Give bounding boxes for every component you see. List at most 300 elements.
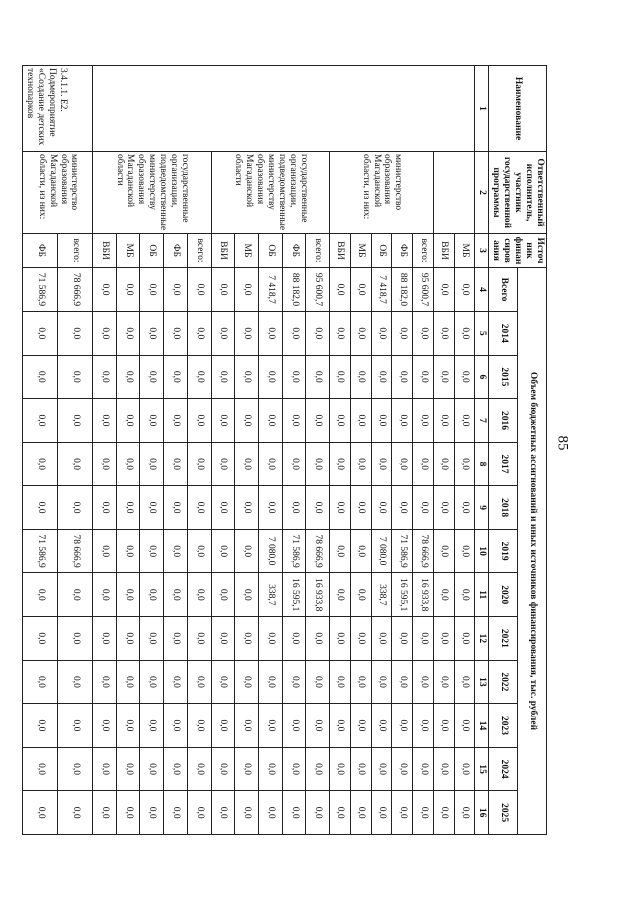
year-value-cell: 0,0 [187,442,211,486]
year-value-cell: 0,0 [371,312,392,356]
year-value-cell: 0,0 [259,704,283,748]
source-cell: МБ [454,234,475,268]
year-value-cell: 0,0 [306,442,330,486]
year-value-cell: 0,0 [164,791,188,835]
year-value-cell: 0,0 [433,529,454,573]
year-value-cell: 0,0 [58,660,93,704]
year-value-cell: 0,0 [392,617,413,661]
year-value-cell: 0,0 [306,486,330,530]
source-cell: ВБИ [330,234,351,268]
year-value-cell: 0,0 [330,442,351,486]
year-value-cell: 0,0 [392,704,413,748]
year-value-cell: 0,0 [433,399,454,443]
source-cell: ОБ [140,234,164,268]
year-value-cell: 0,0 [93,529,117,573]
year-value-cell: 338,7 [371,573,392,617]
year-value-cell: 0,0 [211,486,235,530]
year-value-cell: 0,0 [235,791,259,835]
year-value-cell: 0,0 [350,617,371,661]
year-value-cell: 0,0 [350,660,371,704]
year-value-cell: 0,0 [58,442,93,486]
year-value-cell: 0,0 [454,399,475,443]
year-value-cell: 0,0 [140,704,164,748]
year-value-cell: 0,0 [164,660,188,704]
header-year: 2018 [489,486,518,530]
year-value-cell: 0,0 [433,747,454,791]
table-row [187,66,211,835]
year-value-cell: 0,0 [413,486,434,530]
year-value-cell: 0,0 [392,355,413,399]
year-value-cell: 0,0 [330,747,351,791]
year-value-cell: 0,0 [187,747,211,791]
header-year: 2019 [489,529,518,573]
year-value-cell: 0,0 [93,617,117,661]
source-cell: МБ [350,234,371,268]
total-cell: 0,0 [164,268,188,312]
source-cell: всего: [58,234,93,268]
year-value-cell: 0,0 [23,704,58,748]
year-value-cell: 0,0 [413,312,434,356]
header-year: 2024 [489,747,518,791]
year-value-cell: 0,0 [116,529,140,573]
year-value-cell: 0,0 [235,573,259,617]
year-value-cell: 0,0 [211,442,235,486]
year-value-cell: 0,0 [433,442,454,486]
year-value-cell: 0,0 [306,617,330,661]
year-value-cell: 0,0 [93,573,117,617]
year-value-cell: 0,0 [116,617,140,661]
year-value-cell: 0,0 [259,399,283,443]
year-value-cell: 0,0 [330,529,351,573]
year-value-cell: 0,0 [116,791,140,835]
year-value-cell: 0,0 [140,573,164,617]
year-value-cell: 0,0 [306,660,330,704]
total-cell: 95 600,7 [306,268,330,312]
year-value-cell: 7 080,0 [259,529,283,573]
column-number: 15 [475,747,489,791]
header-year: 2023 [489,704,518,748]
year-value-cell: 0,0 [58,399,93,443]
year-value-cell: 16 595,1 [282,573,306,617]
year-value-cell: 16 933,8 [306,573,330,617]
year-value-cell: 0,0 [187,617,211,661]
year-value-cell: 0,0 [235,529,259,573]
year-value-cell: 0,0 [413,442,434,486]
year-value-cell: 0,0 [140,486,164,530]
year-value-cell: 0,0 [93,486,117,530]
column-number: 10 [475,529,489,573]
year-value-cell: 0,0 [454,573,475,617]
year-value-cell: 0,0 [282,399,306,443]
year-value-cell: 0,0 [259,355,283,399]
source-cell: ФБ [282,234,306,268]
year-value-cell: 0,0 [164,312,188,356]
year-value-cell: 0,0 [259,791,283,835]
year-value-cell: 16 595,1 [392,573,413,617]
year-value-cell: 0,0 [282,312,306,356]
year-value-cell: 0,0 [23,442,58,486]
year-value-cell: 0,0 [164,747,188,791]
year-value-cell: 0,0 [93,704,117,748]
year-value-cell: 0,0 [235,442,259,486]
year-value-cell: 0,0 [211,312,235,356]
year-value-cell: 0,0 [330,399,351,443]
year-value-cell: 0,0 [350,791,371,835]
year-value-cell: 0,0 [433,617,454,661]
year-value-cell: 0,0 [371,791,392,835]
year-value-cell: 0,0 [371,486,392,530]
total-cell: 0,0 [350,268,371,312]
year-value-cell: 0,0 [164,399,188,443]
total-cell: 95 600,7 [413,268,434,312]
year-value-cell: 0,0 [187,791,211,835]
year-value-cell: 0,0 [116,486,140,530]
year-value-cell: 0,0 [282,355,306,399]
header-year: 2025 [489,791,518,835]
year-value-cell: 0,0 [454,660,475,704]
year-value-cell: 0,0 [187,704,211,748]
column-number: 8 [475,442,489,486]
year-value-cell: 0,0 [454,486,475,530]
year-value-cell: 0,0 [259,486,283,530]
year-value-cell: 0,0 [23,617,58,661]
header-year: 2015 [489,355,518,399]
total-cell: 88 182,0 [282,268,306,312]
year-value-cell: 0,0 [164,486,188,530]
header-responsible: Ответственный исполнитель, участник государственной программы [489,152,547,234]
year-value-cell: 0,0 [140,660,164,704]
column-number-row [475,66,489,835]
year-value-cell: 0,0 [187,529,211,573]
year-value-cell: 0,0 [235,486,259,530]
year-value-cell: 0,0 [23,355,58,399]
year-value-cell: 0,0 [164,704,188,748]
total-cell: 0,0 [140,268,164,312]
source-cell: МБ [235,234,259,268]
year-value-cell: 0,0 [259,747,283,791]
total-cell: 0,0 [187,268,211,312]
year-value-cell: 0,0 [187,312,211,356]
year-value-cell: 0,0 [23,486,58,530]
year-value-cell: 0,0 [116,660,140,704]
year-value-cell: 0,0 [433,704,454,748]
column-number: 3 [475,234,489,268]
year-value-cell: 0,0 [433,660,454,704]
year-value-cell: 0,0 [330,312,351,356]
year-value-cell: 0,0 [454,791,475,835]
header-year: 2022 [489,660,518,704]
year-value-cell: 0,0 [306,399,330,443]
column-number: 9 [475,486,489,530]
total-cell: 0,0 [454,268,475,312]
year-value-cell: 78 666,9 [413,529,434,573]
event-name-cell: 3.4.1.1. Е2. Подмероприятие «Создание детских технопарков [23,66,93,152]
year-value-cell: 78 666,9 [58,529,93,573]
year-value-cell: 338,7 [259,573,283,617]
year-value-cell: 0,0 [392,486,413,530]
year-value-cell: 0,0 [116,747,140,791]
year-value-cell: 0,0 [116,399,140,443]
year-value-cell: 0,0 [392,442,413,486]
responsible-cell: государственные организации, подведомственные министерству образования Магаданской области [93,152,212,234]
year-value-cell: 0,0 [187,486,211,530]
year-value-cell: 0,0 [93,660,117,704]
total-cell: 7 418,7 [259,268,283,312]
table-row [58,66,93,835]
year-value-cell: 0,0 [350,399,371,443]
event-name-cell [93,66,475,152]
year-value-cell: 0,0 [211,399,235,443]
year-value-cell: 0,0 [211,791,235,835]
responsible-cell: государственные организации, подведомственные министерству образования Магаданской области [211,152,330,234]
source-cell: всего: [306,234,330,268]
year-value-cell: 0,0 [413,704,434,748]
header-row [518,66,547,835]
year-value-cell: 0,0 [433,573,454,617]
year-value-cell: 0,0 [350,704,371,748]
year-value-cell: 0,0 [350,529,371,573]
source-cell: всего: [413,234,434,268]
year-value-cell: 0,0 [259,660,283,704]
year-value-cell: 0,0 [116,704,140,748]
column-number: 1 [475,66,489,152]
header-name: Наименование [489,66,547,152]
year-value-cell: 0,0 [330,791,351,835]
year-value-cell: 0,0 [259,442,283,486]
year-value-cell: 0,0 [454,617,475,661]
year-value-cell: 16 933,8 [413,573,434,617]
year-value-cell: 0,0 [371,355,392,399]
source-cell: ВБИ [433,234,454,268]
year-value-cell: 0,0 [23,791,58,835]
table-row [306,66,330,835]
year-value-cell: 0,0 [116,312,140,356]
year-value-cell: 0,0 [413,355,434,399]
header-volume: Объем бюджетных ассигнований и иных источников финансирования, тыс. рублей [518,268,547,835]
year-value-cell: 0,0 [259,312,283,356]
year-value-cell: 71 586,9 [23,529,58,573]
year-value-cell: 0,0 [140,529,164,573]
year-value-cell: 0,0 [140,312,164,356]
table-row [413,66,434,835]
year-value-cell: 0,0 [282,486,306,530]
column-number: 2 [475,152,489,234]
header-source: Источник финансирования [489,234,547,268]
year-value-cell: 0,0 [58,355,93,399]
year-value-cell: 0,0 [454,747,475,791]
column-number: 14 [475,704,489,748]
year-value-cell: 78 666,9 [306,529,330,573]
source-cell: всего: [187,234,211,268]
year-value-cell: 0,0 [235,355,259,399]
year-value-cell: 0,0 [306,312,330,356]
year-value-cell: 0,0 [93,312,117,356]
header-year: 2021 [489,617,518,661]
year-value-cell: 0,0 [140,791,164,835]
year-value-cell: 0,0 [433,312,454,356]
year-value-cell: 0,0 [164,355,188,399]
year-value-cell: 0,0 [93,399,117,443]
year-value-cell: 0,0 [23,312,58,356]
year-value-cell: 0,0 [187,355,211,399]
responsible-cell [433,152,475,234]
header-year: 2020 [489,573,518,617]
year-value-cell: 0,0 [454,355,475,399]
year-value-cell: 0,0 [392,312,413,356]
year-value-cell: 0,0 [235,399,259,443]
year-value-cell: 0,0 [211,617,235,661]
total-cell: 78 666,9 [58,268,93,312]
year-value-cell: 0,0 [235,312,259,356]
year-value-cell: 0,0 [58,747,93,791]
total-cell: 0,0 [235,268,259,312]
source-cell: ВБИ [93,234,117,268]
year-value-cell: 0,0 [93,355,117,399]
source-cell: ФБ [164,234,188,268]
year-value-cell: 0,0 [58,486,93,530]
year-value-cell: 0,0 [211,660,235,704]
total-cell: 0,0 [116,268,140,312]
year-value-cell: 0,0 [306,355,330,399]
year-value-cell: 0,0 [330,486,351,530]
year-value-cell: 0,0 [371,399,392,443]
year-value-cell: 0,0 [413,617,434,661]
source-cell: ФБ [392,234,413,268]
year-value-cell: 0,0 [58,791,93,835]
year-value-cell: 71 586,9 [282,529,306,573]
year-value-cell: 0,0 [330,355,351,399]
header-year: 2014 [489,312,518,356]
year-value-cell: 0,0 [413,747,434,791]
year-value-cell: 0,0 [282,442,306,486]
year-value-cell: 0,0 [433,486,454,530]
source-cell: МБ [116,234,140,268]
year-value-cell: 0,0 [282,791,306,835]
header-year: 2016 [489,399,518,443]
year-value-cell: 0,0 [371,442,392,486]
year-value-cell: 0,0 [350,312,371,356]
rotated-sheet [25,65,547,835]
year-value-cell: 0,0 [259,617,283,661]
year-value-cell: 0,0 [211,573,235,617]
year-value-cell: 0,0 [235,704,259,748]
year-value-cell: 0,0 [392,791,413,835]
year-value-cell: 0,0 [58,617,93,661]
year-value-cell: 0,0 [330,617,351,661]
header-total: Всего [489,268,518,312]
year-value-cell: 0,0 [187,399,211,443]
year-value-cell: 0,0 [140,355,164,399]
column-number: 6 [475,355,489,399]
year-value-cell: 0,0 [58,312,93,356]
year-value-cell: 0,0 [23,573,58,617]
year-value-cell: 0,0 [392,747,413,791]
year-value-cell: 0,0 [93,791,117,835]
year-value-cell: 0,0 [433,355,454,399]
column-number: 11 [475,573,489,617]
year-value-cell: 0,0 [116,442,140,486]
year-value-cell: 0,0 [306,704,330,748]
year-value-cell: 0,0 [330,660,351,704]
column-number: 5 [475,312,489,356]
year-value-cell: 0,0 [140,442,164,486]
year-value-cell: 0,0 [454,704,475,748]
year-value-cell: 0,0 [454,529,475,573]
year-value-cell: 71 586,9 [392,529,413,573]
year-value-cell: 0,0 [164,529,188,573]
year-value-cell: 0,0 [371,660,392,704]
year-value-cell: 0,0 [140,617,164,661]
year-value-cell: 0,0 [116,355,140,399]
responsible-cell: министерство образования Магаданской области, из них: [330,152,434,234]
year-value-cell: 0,0 [164,573,188,617]
column-number: 13 [475,660,489,704]
year-value-cell: 0,0 [58,573,93,617]
year-value-cell: 7 080,0 [371,529,392,573]
responsible-cell: министерство образования Магаданской области, из них: [23,152,93,234]
year-value-cell: 0,0 [187,573,211,617]
column-number: 12 [475,617,489,661]
year-value-cell: 0,0 [371,704,392,748]
year-value-cell: 0,0 [211,529,235,573]
total-cell: 0,0 [330,268,351,312]
year-value-cell: 0,0 [433,791,454,835]
year-value-cell: 0,0 [282,660,306,704]
year-value-cell: 0,0 [93,442,117,486]
year-value-cell: 0,0 [140,747,164,791]
year-value-cell: 0,0 [350,355,371,399]
year-value-cell: 0,0 [454,442,475,486]
total-cell: 0,0 [93,268,117,312]
year-value-cell: 0,0 [371,747,392,791]
year-value-cell: 0,0 [235,617,259,661]
header-year: 2017 [489,442,518,486]
year-value-cell: 0,0 [306,791,330,835]
year-value-cell: 0,0 [350,442,371,486]
year-value-cell: 0,0 [282,747,306,791]
source-cell: ВБИ [211,234,235,268]
year-value-cell: 0,0 [350,486,371,530]
year-value-cell: 0,0 [23,747,58,791]
financing-table [22,65,547,835]
source-cell: ФБ [23,234,58,268]
year-value-cell: 0,0 [306,747,330,791]
year-value-cell: 0,0 [211,747,235,791]
year-value-cell: 0,0 [330,573,351,617]
page-number: 85 [554,435,571,451]
year-value-cell: 0,0 [454,312,475,356]
source-cell: ОБ [371,234,392,268]
year-value-cell: 0,0 [282,617,306,661]
year-value-cell: 0,0 [413,399,434,443]
year-value-cell: 0,0 [392,399,413,443]
column-number: 4 [475,268,489,312]
year-value-cell: 0,0 [350,573,371,617]
column-number: 7 [475,399,489,443]
year-value-cell: 0,0 [392,660,413,704]
source-cell: ОБ [259,234,283,268]
year-value-cell: 0,0 [211,704,235,748]
year-value-cell: 0,0 [235,747,259,791]
year-value-cell: 0,0 [187,660,211,704]
year-value-cell: 0,0 [93,747,117,791]
year-value-cell: 0,0 [140,399,164,443]
year-value-cell: 0,0 [413,660,434,704]
column-number: 16 [475,791,489,835]
year-value-cell: 0,0 [58,704,93,748]
table-body [23,66,475,835]
year-value-cell: 0,0 [350,747,371,791]
